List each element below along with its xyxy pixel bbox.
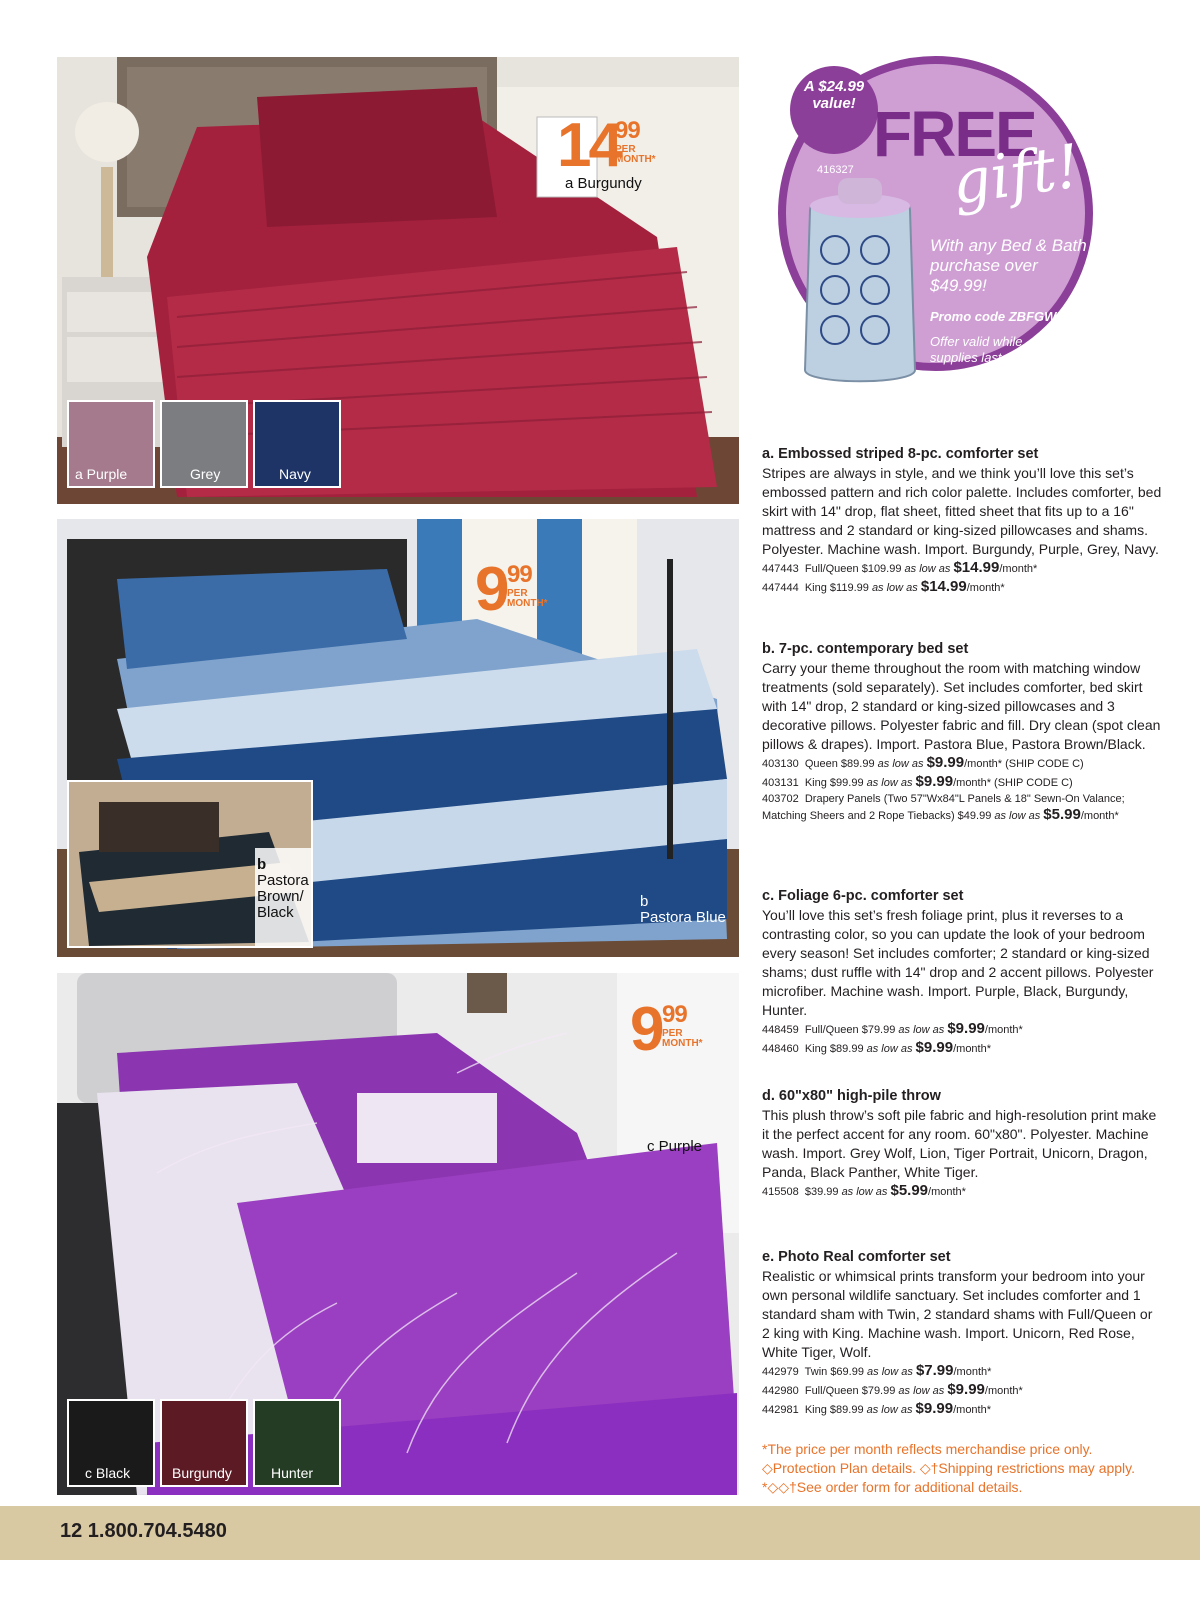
gift-offer-note: Offer valid while supplies last: [930, 334, 1023, 365]
sku-row: [762, 578, 1162, 597]
product-b: [762, 640, 1162, 824]
photo-b-letter: b: [640, 893, 649, 910]
gift-value-badge: A $24.99 value!: [790, 66, 878, 154]
swatch-a-purple-label: a Purple: [75, 466, 128, 482]
price-a: [557, 111, 656, 180]
page-footer: [0, 1506, 1200, 1560]
swatch-a-navy[interactable]: [253, 400, 341, 488]
sku-desc: King $89.99: [804, 1043, 864, 1055]
swatch-c-hunter-label: Hunter: [271, 1465, 314, 1481]
sku-price: $9.99: [915, 1039, 954, 1056]
price-a-cents: 99: [615, 117, 640, 144]
price-c: [630, 995, 703, 1064]
sku-row: [762, 773, 1162, 792]
product-a-description: Stripes are always in style, and we think you’ll love this set’s embossed pattern and rich color palette. Includes comforter, bed skirt with 14" drop, flat sheet, fitted sheet that fits up to a 16" mattress and 2 standard or king-sized pillowcases and shams. Polyester. Machine wash. Import. Burgundy, Purple, Grey, Navy.: [762, 465, 1162, 557]
product-d-title: d. 60"x80" high-pile throw: [762, 1088, 941, 1104]
swatch-c-black[interactable]: [67, 1399, 155, 1487]
sku-number: 403131: [762, 777, 799, 789]
sku-suffix: /month* (SHIP CODE C): [964, 758, 1084, 770]
sku-desc: Full/Queen $79.99: [804, 1385, 896, 1397]
sku-aslow: as low as: [898, 1024, 945, 1036]
sku-row: [762, 792, 1162, 824]
sku-number: 403130: [762, 758, 799, 770]
sku-suffix: /month*: [984, 1024, 1023, 1036]
swatch-a-grey-label: Grey: [190, 466, 221, 482]
sku-suffix: /month*: [984, 1385, 1023, 1397]
product-c-title: c. Foliage 6-pc. comforter set: [762, 888, 964, 904]
sku-number: 447443: [762, 563, 799, 575]
price-c-whole: 9: [630, 995, 662, 1064]
sku-aslow: as low as: [866, 1404, 913, 1416]
photo-a-label: a Burgundy: [565, 175, 642, 192]
inset-pastora-brown-black[interactable]: [67, 780, 313, 948]
product-d-description: This plush throw’s soft pile fabric and high-resolution print make it the perfect accent for any room. 60"x80". Polyester. Machine wash. Import. Grey Wolf, Lion, Tiger Portrait, Unicorn, Dragon, Panda, Black Panther, White Tiger.: [762, 1107, 1157, 1180]
sku-price: $9.99: [915, 773, 954, 790]
sku-aslow: as low as: [871, 582, 918, 594]
product-e: [762, 1248, 1162, 1419]
product-e-description: Realistic or whimsical prints transform your bedroom into your own personal wildlife sanctuary. Set includes comforter and 1 standard sham with Twin, 2 standard shams with Full/Queen or 2 king with King. Machine wash. Import. Unicorn, Red Rose, White Tiger, Wolf.: [762, 1268, 1153, 1360]
sku-price: $9.99: [915, 1400, 954, 1417]
sku-price: $9.99: [926, 754, 965, 771]
sku-aslow: as low as: [877, 758, 924, 770]
swatch-a-grey[interactable]: [160, 400, 248, 488]
swatch-c-burgundy-label: Burgundy: [172, 1465, 232, 1481]
sku-price: $5.99: [1043, 806, 1081, 823]
sku-aslow: as low as: [841, 1186, 888, 1198]
sku-price: $14.99: [920, 578, 967, 595]
sku-row: [762, 1400, 1162, 1419]
swatch-a-purple[interactable]: [67, 400, 155, 488]
sku-price: $9.99: [947, 1020, 985, 1037]
sku-number: 442979: [762, 1366, 799, 1378]
swatch-c-burgundy[interactable]: [160, 1399, 248, 1487]
price-a-whole: 14: [557, 111, 620, 180]
sku-aslow: as low as: [866, 1043, 913, 1055]
price-a-per-month: PER MONTH*: [615, 144, 656, 165]
inset-b-letter: b: [257, 856, 267, 873]
sku-desc: Queen $89.99: [804, 758, 875, 770]
sku-number: 448460: [762, 1043, 799, 1055]
sku-suffix: /month* (SHIP CODE C): [953, 777, 1073, 789]
sku-suffix: /month*: [953, 1404, 992, 1416]
product-d: [762, 1087, 1162, 1201]
gift-item-code: 416327: [817, 164, 854, 176]
product-c: [762, 887, 1162, 1058]
sku-desc: Twin $69.99: [804, 1366, 864, 1378]
product-a: [762, 445, 1162, 597]
swatch-c-hunter[interactable]: [253, 1399, 341, 1487]
price-disclaimer: *The price per month reflects merchandise price only. ◇Protection Plan details. ◇†Shipping restrictions may apply. *◇◇†See order form for additional details.: [762, 1441, 1136, 1495]
sku-aslow: as low as: [994, 810, 1041, 822]
gift-gift-script: gift!: [947, 131, 1085, 219]
sku-desc: Full/Queen $79.99: [804, 1024, 896, 1036]
product-a-title: a. Embossed striped 8-pc. comforter set: [762, 446, 1039, 462]
gift-promo-code: Promo code ZBFGWP: [930, 309, 1066, 324]
sku-desc: King $99.99: [804, 777, 864, 789]
photo-b-label: Pastora Blue: [640, 909, 726, 926]
sku-number: 442981: [762, 1404, 799, 1416]
sku-suffix: /month*: [928, 1186, 966, 1198]
sku-row: [762, 1039, 1162, 1058]
sku-number: 448459: [762, 1024, 799, 1036]
sku-suffix: /month*: [966, 582, 1005, 594]
sku-desc: King $89.99: [804, 1404, 864, 1416]
sku-number: 442980: [762, 1385, 799, 1397]
price-c-cents: 99: [662, 1001, 687, 1028]
price-b-per-month: PER MONTH*: [507, 588, 548, 609]
sku-suffix: /month*: [953, 1366, 992, 1378]
price-b-whole: 9: [475, 555, 507, 624]
price-b: [475, 555, 548, 624]
sku-suffix: /month*: [953, 1043, 992, 1055]
swatch-c-black-label: c Black: [85, 1465, 131, 1481]
sku-aslow: as low as: [867, 1366, 913, 1378]
sku-price: $9.99: [947, 1381, 985, 1398]
product-b-description: Carry your theme throughout the room with matching window treatments (sold separately). Set includes comforter, bed skirt with 14" drop, 2 standard or king-sized pillowcases and 3 decorative pillows. Polyester fabric and fill. Dry clean (spot clean pillows & drapes). Import. Pastora Blue, Pastora Brown/Black.: [762, 660, 1161, 752]
product-c-description: You’ll love this set’s fresh foliage print, plus it reverses to a contrasting color, so you can update the look of your bedroom every season! Set includes comforter; 2 standard or king-sized shams; dust ruffle with 14" drop and 2 accent pillows. Polyester microfiber. Machine wash. Import. Purple, Black, Burgundy, Hunter.: [762, 907, 1154, 1018]
photo-burgundy-comforter: [57, 57, 739, 504]
inset-b-label: Pastora Brown/ Black: [257, 872, 309, 921]
sku-row: [762, 1182, 1162, 1201]
gift-free-heading: FREE: [873, 98, 1036, 170]
photo-pastora-bed-set: [57, 519, 739, 957]
sku-aslow: as low as: [898, 1385, 945, 1397]
photo-c-label: c Purple: [647, 1138, 703, 1155]
sku-suffix: /month*: [999, 563, 1038, 575]
sku-number: 415508: [762, 1186, 799, 1198]
sku-aslow: as low as: [866, 777, 913, 789]
sku-desc: Full/Queen $109.99: [804, 563, 902, 575]
product-e-title: e. Photo Real comforter set: [762, 1249, 951, 1265]
sku-desc: $39.99: [804, 1186, 839, 1198]
sku-price: $5.99: [890, 1182, 929, 1199]
sku-price: $7.99: [915, 1362, 954, 1379]
sku-number: 447444: [762, 582, 799, 594]
laundry-bag-illustration: [800, 170, 920, 390]
product-b-title: b. 7-pc. contemporary bed set: [762, 641, 969, 657]
swatch-a-navy-label: Navy: [279, 466, 311, 482]
gift-condition: With any Bed & Bath purchase over $49.99!: [930, 236, 1087, 295]
sku-row: [762, 1362, 1162, 1381]
sku-row: [762, 559, 1162, 578]
price-c-per-month: PER MONTH*: [662, 1028, 703, 1049]
sku-suffix: /month*: [1080, 810, 1119, 822]
sku-number: 403702: [762, 793, 799, 805]
sku-price: $14.99: [953, 559, 1000, 576]
sku-desc: Drapery Panels (Two 57"Wx84"L Panels & 18" Sewn-On Valance; Matching Sheers and 2 Rope Tiebacks) $49.99: [762, 793, 1125, 822]
photo-foliage-comforter: [57, 973, 739, 1495]
sku-row: [762, 1381, 1162, 1400]
sku-desc: King $119.99: [804, 582, 869, 594]
sku-row: [762, 754, 1162, 773]
page-number-phone: 12 1.800.704.5480: [60, 1520, 227, 1542]
sku-aslow: as low as: [904, 563, 951, 575]
sku-row: [762, 1020, 1162, 1039]
price-b-cents: 99: [507, 561, 532, 588]
